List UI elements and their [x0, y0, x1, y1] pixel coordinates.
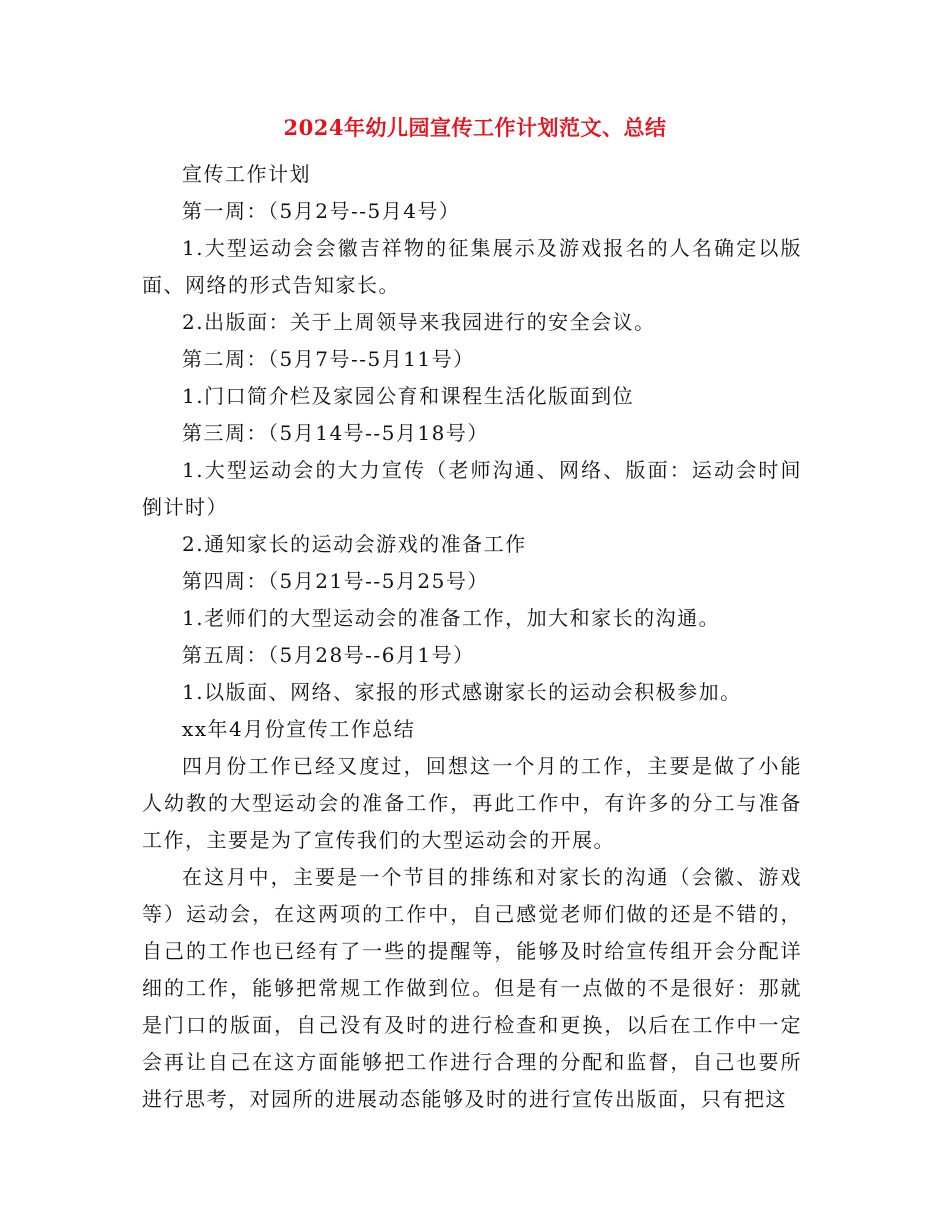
- week-5-item-1: 1.以版面、网络、家报的形式感谢家长的运动会积极参加。: [182, 680, 742, 704]
- document-body: [142, 156, 802, 1118]
- week-4-item-1: 1.老师们的大型运动会的准备工作，加大和家长的沟通。: [182, 606, 721, 630]
- week-1-item-1: 1.大型运动会会徽吉祥物的征集展示及游戏报名的人名确定以版面、网络的形式告知家长。: [142, 236, 802, 297]
- week-3-item-1: 1.大型运动会的大力宣传（老师沟通、网络、版面：运动会时间倒计时）: [142, 458, 802, 519]
- week-1-item-2: 2.出版面：关于上周领导来我园进行的安全会议。: [182, 310, 656, 334]
- summary-paragraph-2: 在这月中，主要是一个节目的排练和对家长的沟通（会徽、游戏等）运动会，在这两项的工作中，自己感觉老师们做的还是不错的，自己的工作也已经有了一些的提醒等，能够及时给宣传组开会分配详细的工作，能够把常规工作做到位。但是有一点做的不是很好：那就是门口的版面，自己没有及时的进行检查和更换，以后在工作中一定会再让自己在这方面能够把工作进行合理的分配和监督，自己也要所进行思考，对园所的进展动态能够及时的进行宣传出版面，只有把这: [142, 865, 802, 1111]
- week-2-item-1: 1.门口简介栏及家园公育和课程生活化版面到位: [182, 384, 635, 408]
- week-2-heading: 第二周：（5月7号--5月11号）: [182, 347, 475, 371]
- week-3-item-2: 2.通知家长的运动会游戏的准备工作: [182, 532, 527, 556]
- week-4-heading: 第四周：（5月21号--5月25号）: [182, 569, 489, 593]
- section-heading-plan: 宣传工作计划: [182, 162, 311, 186]
- summary-paragraph-1: 四月份工作已经又度过，回想这一个月的工作，主要是做了小能人幼教的大型运动会的准备工作，再此工作中，有许多的分工与准备工作，主要是为了宣传我们的大型运动会的开展。: [142, 754, 802, 852]
- week-1-heading: 第一周：（5月2号--5月4号）: [182, 199, 461, 223]
- week-3-heading: 第三周：（5月14号--5月18号）: [182, 421, 489, 445]
- week-5-heading: 第五周：（5月28号--6月1号）: [182, 643, 475, 667]
- document-title: 2024年幼儿园宣传工作计划范文、总结: [283, 115, 667, 140]
- section-heading-summary: xx年4月份宣传工作总结: [182, 717, 416, 741]
